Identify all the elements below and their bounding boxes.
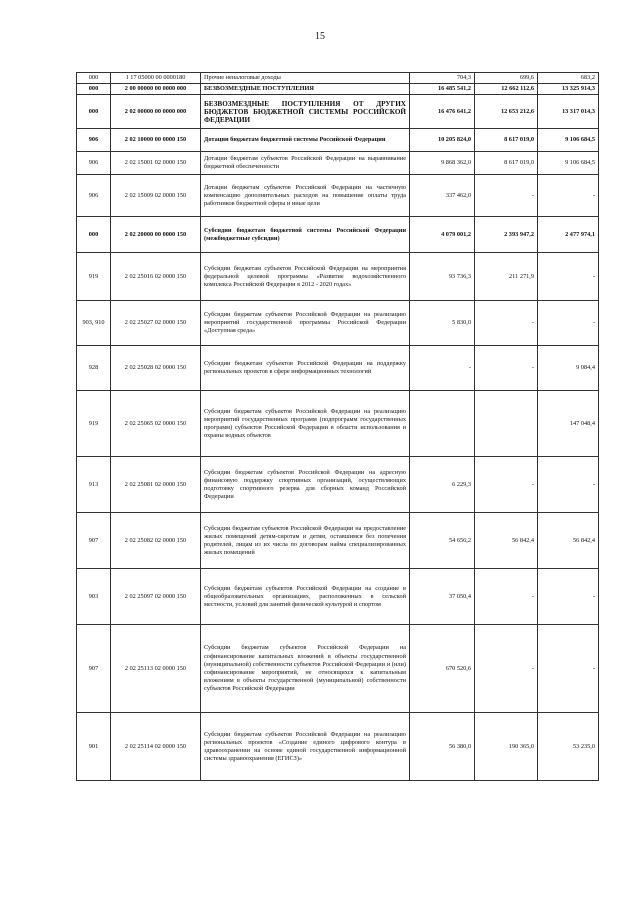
amount-year3-cell: - <box>538 253 599 301</box>
revenue-name-cell: Субсидии бюджетам субъектов Российской Федерации на предоставление жилых помещений детям-сиротам и детям, оставшимся без попечения родителей, лицам из их числа по договорам найма специализированных жилых помещений <box>201 513 410 569</box>
revenue-code-cell: 2 02 20000 00 0000 150 <box>111 217 201 253</box>
revenue-name-cell: Дотации бюджетам бюджетной системы Российской Федерации <box>201 129 410 152</box>
admin-code-cell: 907 <box>77 513 111 569</box>
revenue-code-cell: 2 02 00000 00 0000 000 <box>111 95 201 129</box>
amount-year3-cell: - <box>538 457 599 513</box>
amount-year1-cell: 337 462,0 <box>410 175 475 217</box>
amount-year3-cell: 9 106 684,5 <box>538 129 599 152</box>
revenue-name-cell: Субсидии бюджетам субъектов Российской Федерации на реализацию мероприятий государственных программ (подпрограмм государственных программ) субъектов Российской Федерации в области использования и охраны водных объектов <box>201 391 410 457</box>
table-row <box>77 713 599 781</box>
revenue-name-cell: Субсидии бюджетам субъектов Российской Федерации на мероприятия федеральной целевой программы «Развитие водохозяйственного комплекса Российской Федерации в 2012 - 2020 годах» <box>201 253 410 301</box>
admin-code-cell: 906 <box>77 175 111 217</box>
amount-year2-cell: 12 662 112,6 <box>475 84 538 95</box>
amount-year2-cell: - <box>475 457 538 513</box>
amount-year2-cell: 8 617 019,0 <box>475 152 538 175</box>
amount-year2-cell: - <box>475 175 538 217</box>
amount-year3-cell: 683,2 <box>538 73 599 84</box>
revenue-code-cell: 2 02 25028 02 0000 150 <box>111 346 201 391</box>
revenue-name-cell: Субсидии бюджетам субъектов Российской Федерации на реализацию мероприятий государственной программы Российской Федерации «Доступная среда» <box>201 301 410 346</box>
amount-year3-cell: 9 084,4 <box>538 346 599 391</box>
amount-year2-cell: - <box>475 346 538 391</box>
amount-year2-cell: 190 365,0 <box>475 713 538 781</box>
revenue-code-cell: 2 02 15009 02 0000 150 <box>111 175 201 217</box>
amount-year1-cell: 4 079 001,2 <box>410 217 475 253</box>
revenue-name-cell: Субсидии бюджетам субъектов Российской Федерации на софинансирование капитальных вложений в объекты государственной (муниципальной) собственности субъектов Российской Федерации и (или) софинансирование мероприятий, не относящихся к капитальным вложениям в объекты государственной (муниципальной) собственности субъектов Российской Федерации <box>201 625 410 713</box>
revenue-code-cell: 2 02 25114 02 0000 150 <box>111 713 201 781</box>
amount-year3-cell: 9 106 684,5 <box>538 152 599 175</box>
table-row <box>77 152 599 175</box>
amount-year3-cell: 2 477 974,1 <box>538 217 599 253</box>
table-row <box>77 457 599 513</box>
admin-code-cell: 000 <box>77 95 111 129</box>
amount-year2-cell: 8 617 019,0 <box>475 129 538 152</box>
admin-code-cell: 906 <box>77 129 111 152</box>
table-row <box>77 129 599 152</box>
amount-year1-cell: 54 656,2 <box>410 513 475 569</box>
admin-code-cell: 903 <box>77 569 111 625</box>
budget-revenue-table <box>76 72 599 781</box>
amount-year1-cell: 56 380,0 <box>410 713 475 781</box>
admin-code-cell: 901 <box>77 713 111 781</box>
revenue-code-cell: 2 02 15001 02 0000 150 <box>111 152 201 175</box>
amount-year1-cell: 6 229,3 <box>410 457 475 513</box>
amount-year2-cell: 2 393 947,2 <box>475 217 538 253</box>
admin-code-cell: 928 <box>77 346 111 391</box>
revenue-name-cell: Субсидии бюджетам субъектов Российской Федерации на создание в общеобразовательных организациях, расположенных в сельской местности, условий для занятий физической культурой и спортом <box>201 569 410 625</box>
amount-year2-cell: 699,6 <box>475 73 538 84</box>
amount-year2-cell: - <box>475 625 538 713</box>
table-row <box>77 73 599 84</box>
table-row <box>77 175 599 217</box>
revenue-name-cell: БЕЗВОЗМЕЗДНЫЕ ПОСТУПЛЕНИЯ ОТ ДРУГИХ БЮДЖЕТОВ БЮДЖЕТНОЙ СИСТЕМЫ РОССИЙСКОЙ ФЕДЕРАЦИИ <box>201 95 410 129</box>
amount-year3-cell: - <box>538 175 599 217</box>
amount-year1-cell: 16 476 641,2 <box>410 95 475 129</box>
amount-year2-cell: 12 653 212,6 <box>475 95 538 129</box>
amount-year1-cell: 9 868 362,0 <box>410 152 475 175</box>
revenue-name-cell: Субсидии бюджетам субъектов Российской Федерации на реализацию региональных проектов «Создание единого цифрового контура в здравоохранении на основе единой государственной информационной системы здравоохранения (ЕГИСЗ)» <box>201 713 410 781</box>
amount-year1-cell <box>410 391 475 457</box>
admin-code-cell: 919 <box>77 391 111 457</box>
amount-year3-cell: - <box>538 625 599 713</box>
amount-year1-cell: 670 520,6 <box>410 625 475 713</box>
page-number: 15 <box>315 31 325 42</box>
revenue-code-cell: 1 17 05000 00 0000180 <box>111 73 201 84</box>
amount-year1-cell: 16 485 541,2 <box>410 84 475 95</box>
table-row <box>77 513 599 569</box>
admin-code-cell: 907 <box>77 625 111 713</box>
table-row <box>77 625 599 713</box>
revenue-code-cell: 2 02 10000 00 0000 150 <box>111 129 201 152</box>
amount-year2-cell: 211 271,9 <box>475 253 538 301</box>
table-row <box>77 84 599 95</box>
amount-year2-cell: 56 842,4 <box>475 513 538 569</box>
revenue-name-cell: Дотации бюджетам субъектов Российской Федерации на частичную компенсацию дополнительных расходов на повышение оплаты труда работников бюджетной сферы и иные цели <box>201 175 410 217</box>
table-row <box>77 253 599 301</box>
revenue-code-cell: 2 02 25016 02 0000 150 <box>111 253 201 301</box>
amount-year1-cell: 704,3 <box>410 73 475 84</box>
table-row <box>77 217 599 253</box>
admin-code-cell: 903, 910 <box>77 301 111 346</box>
amount-year1-cell: 5 830,0 <box>410 301 475 346</box>
admin-code-cell: 906 <box>77 152 111 175</box>
table-row <box>77 346 599 391</box>
table-row <box>77 95 599 129</box>
table-row <box>77 301 599 346</box>
amount-year1-cell: 10 205 824,0 <box>410 129 475 152</box>
revenue-code-cell: 2 02 25081 02 0000 150 <box>111 457 201 513</box>
revenue-name-cell: Дотации бюджетам субъектов Российской Федерации на выравнивание бюджетной обеспеченности <box>201 152 410 175</box>
revenue-name-cell: Прочие неналоговые доходы <box>201 73 410 84</box>
revenue-code-cell: 2 02 25097 02 0000 150 <box>111 569 201 625</box>
revenue-name-cell: Субсидии бюджетам субъектов Российской Федерации на поддержку региональных проектов в сфере информационных технологий <box>201 346 410 391</box>
table-body <box>77 73 599 781</box>
amount-year3-cell: 13 317 014,3 <box>538 95 599 129</box>
amount-year1-cell: 93 736,3 <box>410 253 475 301</box>
amount-year1-cell: 37 050,4 <box>410 569 475 625</box>
revenue-code-cell: 2 02 25113 02 0000 150 <box>111 625 201 713</box>
amount-year3-cell: 56 842,4 <box>538 513 599 569</box>
admin-code-cell: 913 <box>77 457 111 513</box>
amount-year2-cell: - <box>475 301 538 346</box>
revenue-code-cell: 2 02 25027 02 0000 150 <box>111 301 201 346</box>
amount-year3-cell: 53 235,0 <box>538 713 599 781</box>
revenue-name-cell: Субсидии бюджетам бюджетной системы Российской Федерации (межбюджетные субсидии) <box>201 217 410 253</box>
admin-code-cell: 000 <box>77 84 111 95</box>
revenue-code-cell: 2 02 25065 02 0000 150 <box>111 391 201 457</box>
admin-code-cell: 000 <box>77 73 111 84</box>
amount-year3-cell: - <box>538 301 599 346</box>
amount-year3-cell: - <box>538 569 599 625</box>
revenue-name-cell: Субсидии бюджетам субъектов Российской Федерации на адресную финансовую поддержку спортивных организаций, осуществляющих подготовку спортивного резерва для сборных команд Российской Федерации <box>201 457 410 513</box>
admin-code-cell: 000 <box>77 217 111 253</box>
revenue-code-cell: 2 00 00000 00 0000 000 <box>111 84 201 95</box>
revenue-code-cell: 2 02 25082 02 0000 150 <box>111 513 201 569</box>
table-row <box>77 391 599 457</box>
revenue-name-cell: БЕЗВОЗМЕЗДНЫЕ ПОСТУПЛЕНИЯ <box>201 84 410 95</box>
amount-year2-cell: - <box>475 569 538 625</box>
amount-year2-cell <box>475 391 538 457</box>
table-row <box>77 569 599 625</box>
amount-year3-cell: 147 048,4 <box>538 391 599 457</box>
admin-code-cell: 919 <box>77 253 111 301</box>
amount-year3-cell: 13 325 914,3 <box>538 84 599 95</box>
amount-year1-cell: - <box>410 346 475 391</box>
